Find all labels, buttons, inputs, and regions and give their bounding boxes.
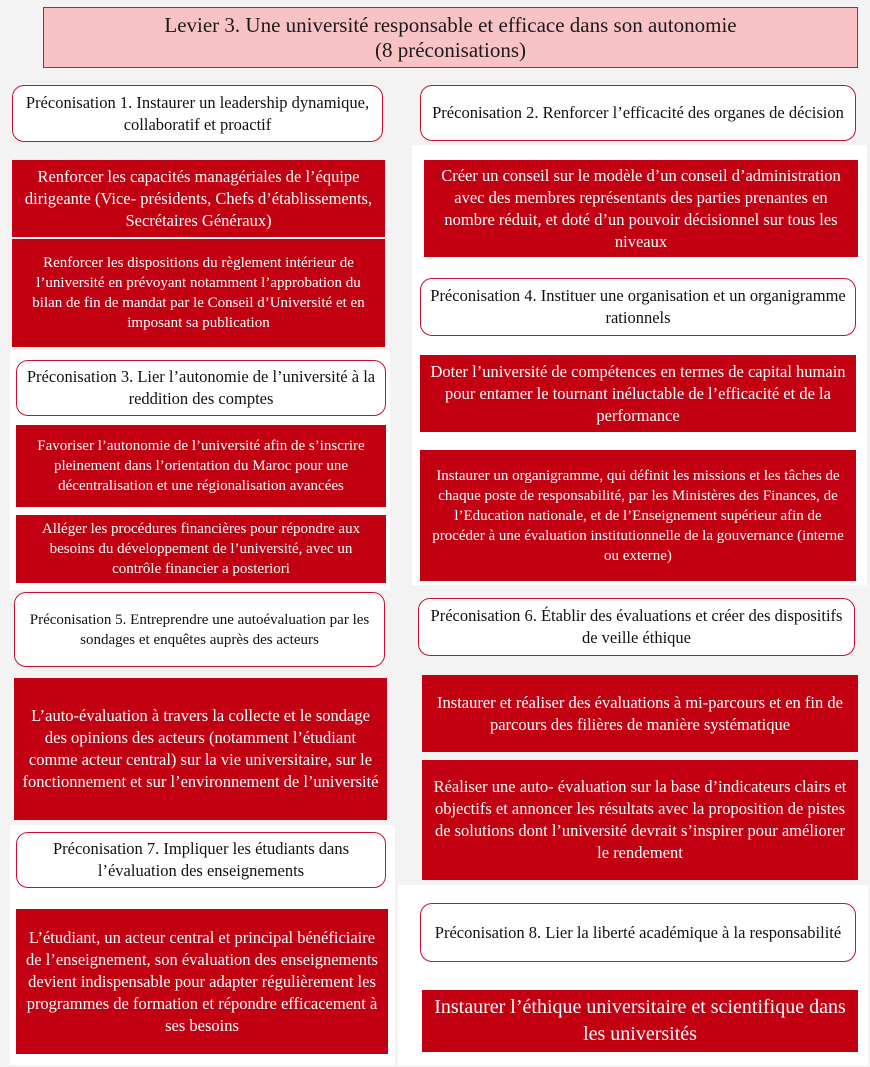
lever-title: Levier 3. Une université responsable et efficace dans son autonomie: [164, 12, 737, 37]
preconisation-7-text: Préconisation 7. Impliquer les étudiants dans l’évaluation des enseignements: [52, 839, 350, 880]
action-5-1-text: L’auto-évaluation à travers la collecte et le sondage des opinions des acteurs (notamment l’étudiant comme acteur central) sur la vie universitaire, sur le fonctionnement et sur l’environnement de l’université: [22, 706, 379, 791]
action-6-1: [422, 675, 858, 752]
action-3-1-text: Favoriser l’autonomie de l’université afin de s’inscrire pleinement dans l’orientation du Maroc pour une décentralisation et une régionalisation avancées: [37, 438, 365, 494]
action-1-2: [12, 239, 385, 347]
lever-title-box: [43, 7, 858, 68]
preconisation-5-text: Préconisation 5. Entreprendre une autoévaluation par les sondages et enquêtes auprès des acteurs: [29, 611, 370, 648]
action-7-1-text: L’étudiant, un acteur central et principal bénéficiaire de l’enseignement, son évaluation des enseignements devient indispensable pour adapter régulièrement les programmes de formation et répondre efficacement à ses besoins: [26, 927, 378, 1035]
action-7-1: [16, 909, 388, 1054]
preconisation-8: [420, 903, 856, 962]
action-1-1: [12, 160, 385, 237]
action-4-2: [420, 450, 856, 581]
preconisation-7: [16, 832, 386, 888]
preconisation-6-text: Préconisation 6. Établir des évaluations et créer des dispositifs de veille éthique: [430, 606, 843, 647]
preconisation-3-text: Préconisation 3. Lier l’autonomie de l’université à la reddition des comptes: [26, 367, 376, 408]
preconisation-4: [420, 278, 856, 336]
preconisation-5: [14, 592, 385, 667]
preconisation-2: [420, 85, 856, 141]
preconisation-1: [12, 85, 383, 142]
action-1-2-text: Renforcer les dispositions du règlement intérieur de l’université en prévoyant notamment l’approbation du bilan de fin de mandat par le Conseil d’Université et en imposant sa publication: [32, 255, 365, 331]
preconisation-6: [418, 598, 855, 656]
action-8-1: [422, 990, 858, 1052]
action-3-2-text: Alléger les procédures financières pour répondre aux besoins du développement de l’université, avec un contrôle financier a posteriori: [41, 521, 361, 577]
action-8-1-text: Instaurer l’éthique universitaire et scientifique dans les universités: [434, 996, 846, 1045]
action-6-2: [422, 760, 858, 880]
preconisation-2-text: Préconisation 2. Renforcer l’efficacité des organes de décision: [432, 103, 844, 122]
action-3-2: [16, 515, 386, 583]
action-3-1: [16, 425, 386, 507]
preconisation-4-text: Préconisation 4. Instituer une organisation et un organigramme rationnels: [430, 286, 846, 327]
action-1-1-text: Renforcer les capacités managériales de l’équipe dirigeante (Vice- présidents, Chefs d’établissements, Secrétaires Généraux): [24, 166, 373, 230]
action-4-1-text: Doter l’université de compétences en termes de capital humain pour entamer le tournant inéluctable de l’efficacité et de la performance: [430, 361, 846, 425]
action-6-2-text: Réaliser une auto- évaluation sur la base d’indicateurs clairs et objectifs et annoncer les résultats avec la proposition de pistes de solutions dont l’université devrait s’inspirer pour améliorer le rendement: [433, 777, 847, 862]
action-6-1-text: Instaurer et réaliser des évaluations à mi-parcours et en fin de parcours des filières de manière systématique: [437, 692, 843, 734]
preconisation-8-text: Préconisation 8. Lier la liberté académique à la responsabilité: [434, 922, 842, 942]
action-4-2-text: Instaurer un organigramme, qui définit les missions et les tâches de chaque poste de responsabilité, par les Ministères des Finances, de l’Education nationale, et de l’Enseignement supérieur afin de procéder à une évaluation institutionnelle de la gouvernance (interne ou externe): [432, 467, 844, 564]
action-2-1-text: Créer un conseil sur le modèle d’un conseil d’administration avec des membres représentants des parties prenantes en nombre réduit, et doté d’un pouvoir décisionnel sur tous les niveaux: [441, 165, 841, 251]
action-5-1: [14, 678, 387, 820]
lever-subtitle: (8 préconisations): [374, 37, 527, 62]
preconisation-1-text: Préconisation 1. Instaurer un leadership dynamique, collaboratif et proactif: [25, 92, 370, 134]
action-4-1: [420, 355, 856, 432]
preconisation-3: [16, 360, 386, 416]
action-2-1: [424, 160, 858, 257]
